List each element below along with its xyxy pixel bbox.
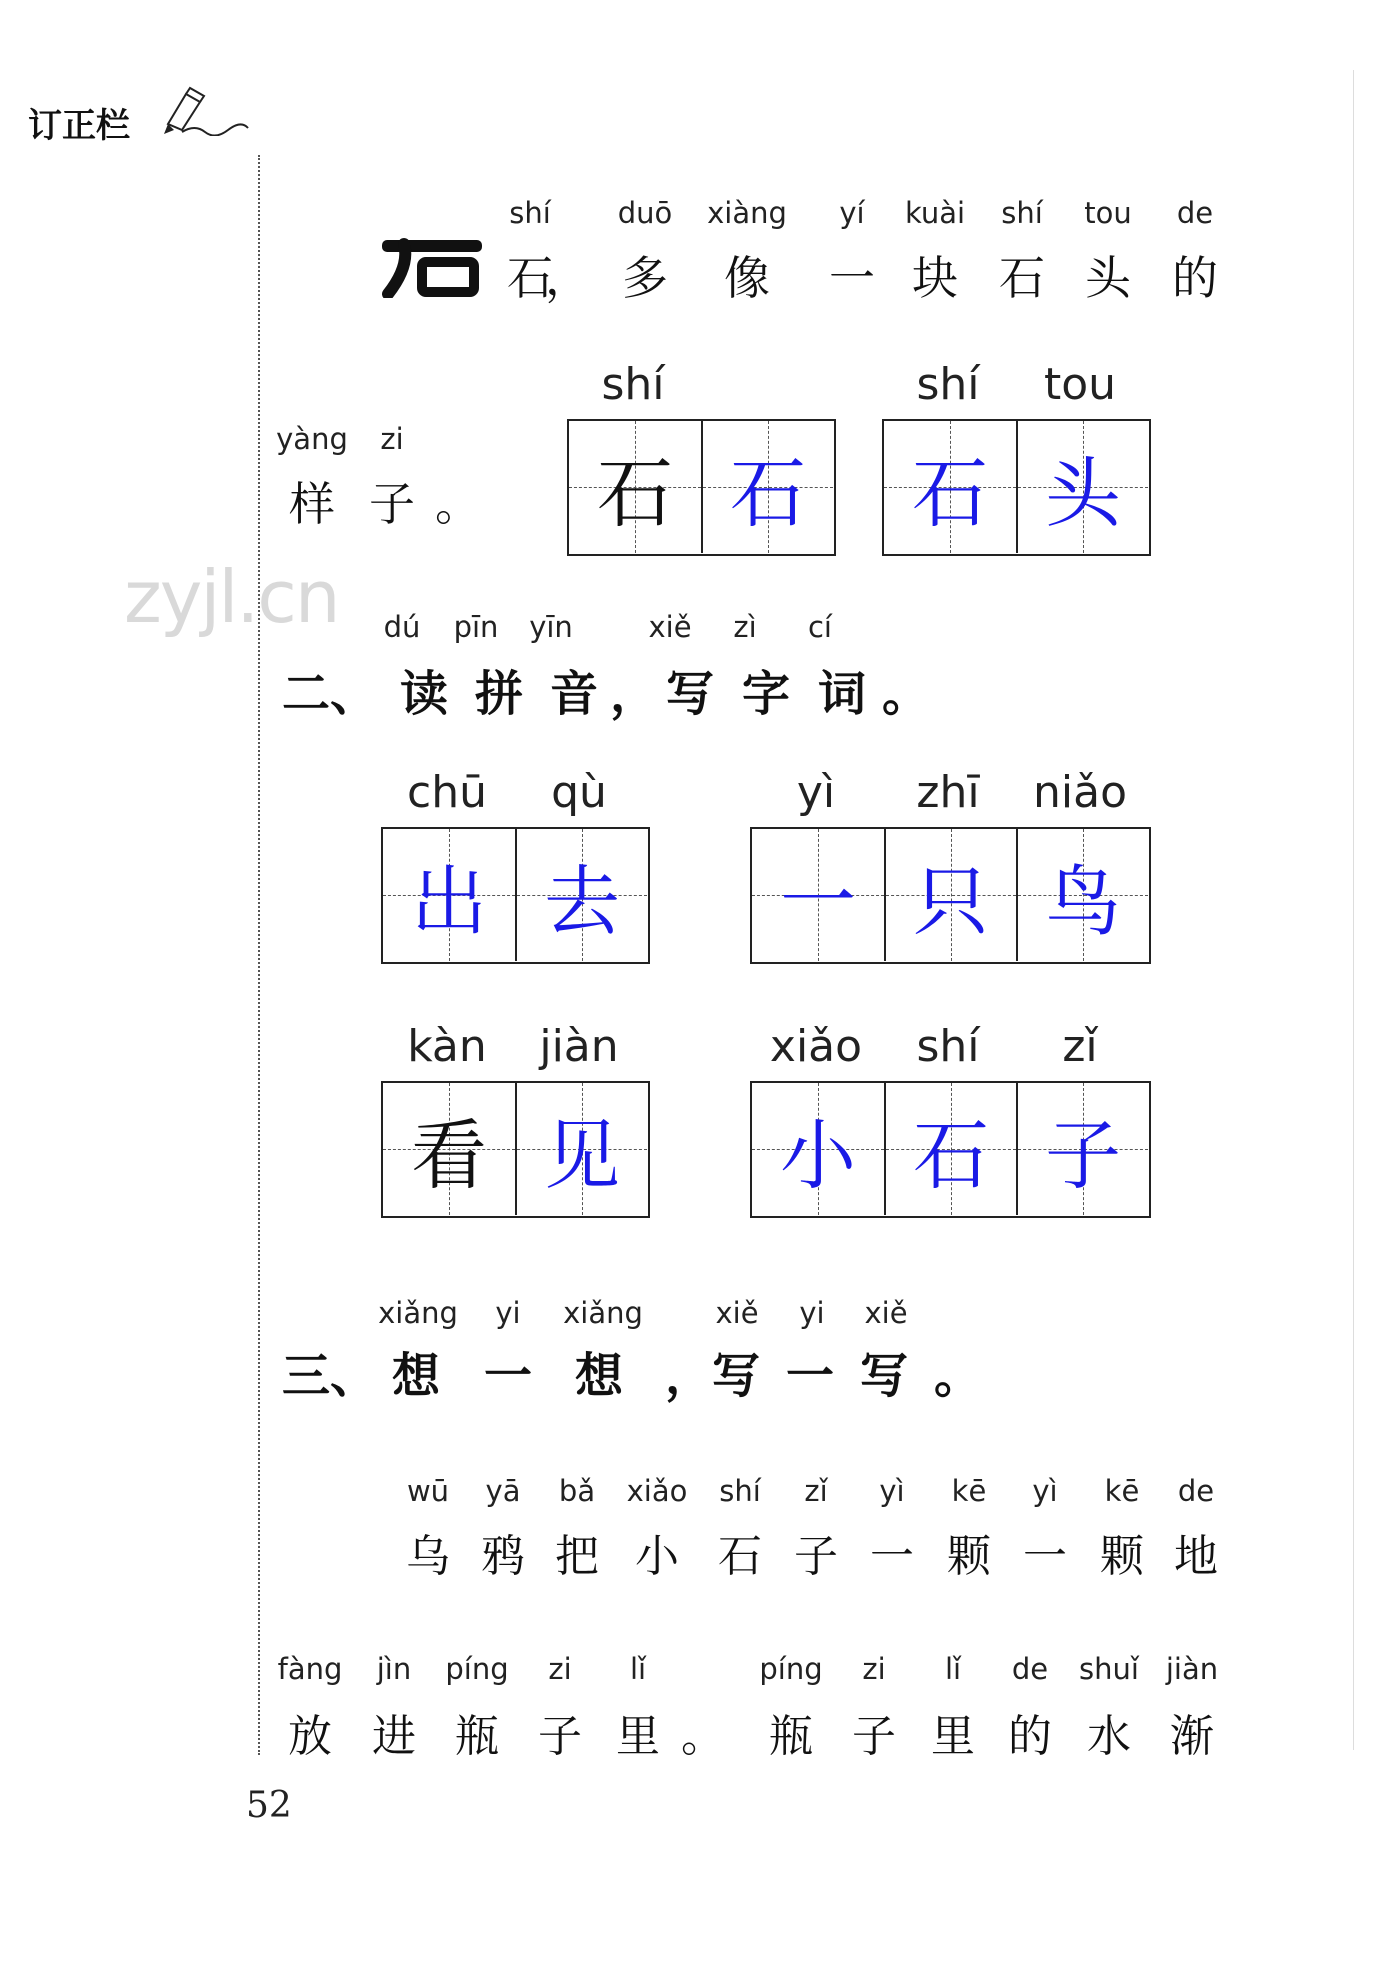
hanzi-char: 子 [369, 477, 415, 531]
heading-char: 三、 [282, 1348, 379, 1404]
pinyin-syllable: zi [380, 422, 404, 456]
grid-cell [383, 829, 515, 961]
pinyin-syllable: bǎ [558, 1474, 596, 1508]
answer-char: 出 [411, 856, 487, 946]
answer-char: 见 [544, 1110, 620, 1200]
printed-char: 看 [411, 1110, 487, 1200]
heading-char: ， [665, 1348, 714, 1404]
heading-pinyin: zì [733, 610, 757, 644]
pinyin-syllable: kuài [904, 196, 966, 230]
heading-pinyin: yi [495, 1296, 521, 1330]
heading-pinyin: xiě [715, 1296, 759, 1330]
pinyin-syllable: yā [485, 1474, 521, 1508]
heading-char: 写 [860, 1348, 909, 1404]
pinyin-syllable: xiàng [707, 196, 787, 230]
pictograph-shi [380, 236, 484, 298]
hanzi-char: 的 [1172, 251, 1218, 305]
hanzi-char: 。 [435, 477, 481, 531]
grid-cell [515, 1083, 647, 1215]
heading-pinyin: xiě [864, 1296, 908, 1330]
pinyin-syllable: yì [1032, 1474, 1058, 1508]
grid-cell [752, 829, 884, 961]
pinyin-syllable: píng [759, 1652, 823, 1686]
tian-zi-grid [567, 419, 836, 556]
pinyin-syllable: zǐ [804, 1474, 828, 1508]
hanzi-char: 一 [870, 1531, 914, 1582]
hanzi-char: 子 [852, 1711, 896, 1762]
tian-zi-grid [882, 419, 1151, 556]
pinyin-syllable: jìn [376, 1652, 412, 1686]
pinyin-syllable: yì [879, 1474, 905, 1508]
pinyin-syllable: zi [548, 1652, 572, 1686]
hanzi-char: 进 [372, 1711, 416, 1762]
hanzi-char: 像 [724, 251, 770, 305]
grid-pinyin: yì [796, 767, 836, 818]
pencil-icon [160, 84, 250, 136]
grid-pinyin: jiàn [539, 1021, 619, 1072]
grid-cell [752, 1083, 884, 1215]
heading-char: 一 [786, 1348, 835, 1404]
heading-pinyin: pīn [453, 610, 499, 644]
tian-zi-grid [381, 827, 650, 964]
answer-char: 只 [913, 856, 989, 946]
pinyin-syllable: yàng [276, 422, 348, 456]
pinyin-syllable: jiàn [1165, 1652, 1219, 1686]
pinyin-syllable: de [1176, 196, 1214, 230]
hanzi-char: 颗 [1100, 1531, 1144, 1582]
pinyin-syllable: duō [617, 196, 673, 230]
heading-char: 词 [818, 666, 867, 722]
heading-char: 。 [882, 666, 931, 722]
answer-char: 石 [730, 448, 806, 538]
grid-cell [383, 1083, 515, 1215]
grid-pinyin: qù [551, 767, 607, 818]
pinyin-syllable: zi [862, 1652, 886, 1686]
pinyin-syllable: de [1177, 1474, 1215, 1508]
answer-char: 小 [780, 1110, 856, 1200]
hanzi-char: 一 [1023, 1531, 1067, 1582]
heading-pinyin: xiǎng [563, 1296, 643, 1330]
pinyin-syllable: shí [1001, 196, 1043, 230]
heading-pinyin: xiǎng [378, 1296, 458, 1330]
grid-cell [569, 421, 701, 553]
pinyin-syllable: wū [406, 1474, 450, 1508]
hanzi-char: 石 [507, 251, 553, 305]
heading-char: ， [610, 666, 659, 722]
grid-cell [1016, 1083, 1148, 1215]
grid-cell [701, 421, 833, 553]
hanzi-char: 渐 [1170, 1711, 1214, 1762]
page-edge-line [1353, 70, 1354, 1750]
heading-char: 。 [934, 1348, 983, 1404]
pinyin-syllable: píng [445, 1652, 509, 1686]
pinyin-syllable: tou [1084, 196, 1132, 230]
hanzi-char: 石 [999, 251, 1045, 305]
answer-char: 石 [912, 448, 988, 538]
heading-char: 字 [742, 666, 791, 722]
grid-pinyin: xiǎo [769, 1021, 863, 1072]
pinyin-syllable: xiǎo [626, 1474, 688, 1508]
hanzi-char: 地 [1174, 1531, 1218, 1582]
hanzi-char: 子 [538, 1711, 582, 1762]
hanzi-char: 石 [718, 1531, 762, 1582]
answer-char: 去 [544, 856, 620, 946]
grid-cell [884, 421, 1016, 553]
answer-char: 石 [913, 1110, 989, 1200]
heading-pinyin: cí [807, 610, 833, 644]
answer-char: 一 [780, 856, 856, 946]
hanzi-char: 里 [616, 1711, 660, 1762]
heading-pinyin: dú [383, 610, 421, 644]
grid-cell [1016, 421, 1148, 553]
pinyin-syllable: shí [719, 1474, 761, 1508]
hanzi-char: 乌 [406, 1531, 450, 1582]
pinyin-syllable: kē [1104, 1474, 1140, 1508]
answer-char: 子 [1045, 1110, 1121, 1200]
heading-char: 写 [666, 666, 715, 722]
heading-char: 想 [575, 1348, 624, 1404]
page-number: 52 [246, 1785, 292, 1826]
grid-cell [515, 829, 647, 961]
heading-char: 拼 [475, 666, 524, 722]
pinyin-syllable: lǐ [629, 1652, 647, 1686]
pinyin-syllable: yí [839, 196, 865, 230]
grid-pinyin: niǎo [1033, 767, 1127, 818]
correction-label: 订正栏 [28, 106, 130, 146]
grid-cell [1016, 829, 1148, 961]
hanzi-char: 一 [829, 251, 875, 305]
heading-char: 一 [484, 1348, 533, 1404]
hanzi-char: 头 [1085, 251, 1131, 305]
hanzi-char: 样 [289, 477, 335, 531]
answer-char: 头 [1045, 448, 1121, 538]
hanzi-char: 块 [912, 251, 958, 305]
hanzi-char: ， [545, 251, 591, 305]
heading-pinyin: yīn [529, 610, 573, 644]
pinyin-syllable: de [1011, 1652, 1049, 1686]
tian-zi-grid [750, 827, 1151, 964]
grid-pinyin: zhī [916, 767, 980, 818]
grid-pinyin: shí [916, 359, 980, 410]
hanzi-char: 把 [555, 1531, 599, 1582]
heading-char: 二、 [282, 666, 379, 722]
heading-char: 写 [712, 1348, 761, 1404]
grid-pinyin: kàn [407, 1021, 487, 1072]
hanzi-char: 瓶 [455, 1711, 499, 1762]
watermark: zyjl.cn [124, 555, 339, 639]
heading-char: 读 [400, 666, 449, 722]
tian-zi-grid [381, 1081, 650, 1218]
grid-pinyin: shí [916, 1021, 980, 1072]
margin-divider [258, 155, 260, 1755]
hanzi-char: 里 [931, 1711, 975, 1762]
pinyin-syllable: kē [951, 1474, 987, 1508]
tian-zi-grid [750, 1081, 1151, 1218]
hanzi-char: 多 [622, 251, 668, 305]
pinyin-syllable: shí [509, 196, 551, 230]
answer-char: 鸟 [1045, 856, 1121, 946]
heading-pinyin: yi [799, 1296, 825, 1330]
hanzi-char: 。 [681, 1711, 725, 1762]
grid-pinyin: chū [407, 767, 487, 818]
grid-cell [884, 1083, 1016, 1215]
pinyin-syllable: fàng [277, 1652, 343, 1686]
hanzi-char: 颗 [947, 1531, 991, 1582]
heading-char: 音 [550, 666, 599, 722]
hanzi-char: 放 [288, 1711, 332, 1762]
hanzi-char: 水 [1087, 1711, 1131, 1762]
hanzi-char: 小 [635, 1531, 679, 1582]
pinyin-syllable: lǐ [944, 1652, 962, 1686]
heading-char: 想 [392, 1348, 441, 1404]
hanzi-char: 的 [1008, 1711, 1052, 1762]
grid-pinyin: zǐ [1062, 1021, 1098, 1072]
grid-pinyin: tou [1043, 359, 1117, 410]
hanzi-char: 鸦 [481, 1531, 525, 1582]
pinyin-syllable: shuǐ [1079, 1652, 1139, 1686]
heading-pinyin: xiě [648, 610, 692, 644]
printed-char: 石 [597, 448, 673, 538]
grid-cell [884, 829, 1016, 961]
hanzi-char: 瓶 [769, 1711, 813, 1762]
hanzi-char: 子 [794, 1531, 838, 1582]
grid-pinyin: shí [601, 359, 665, 410]
